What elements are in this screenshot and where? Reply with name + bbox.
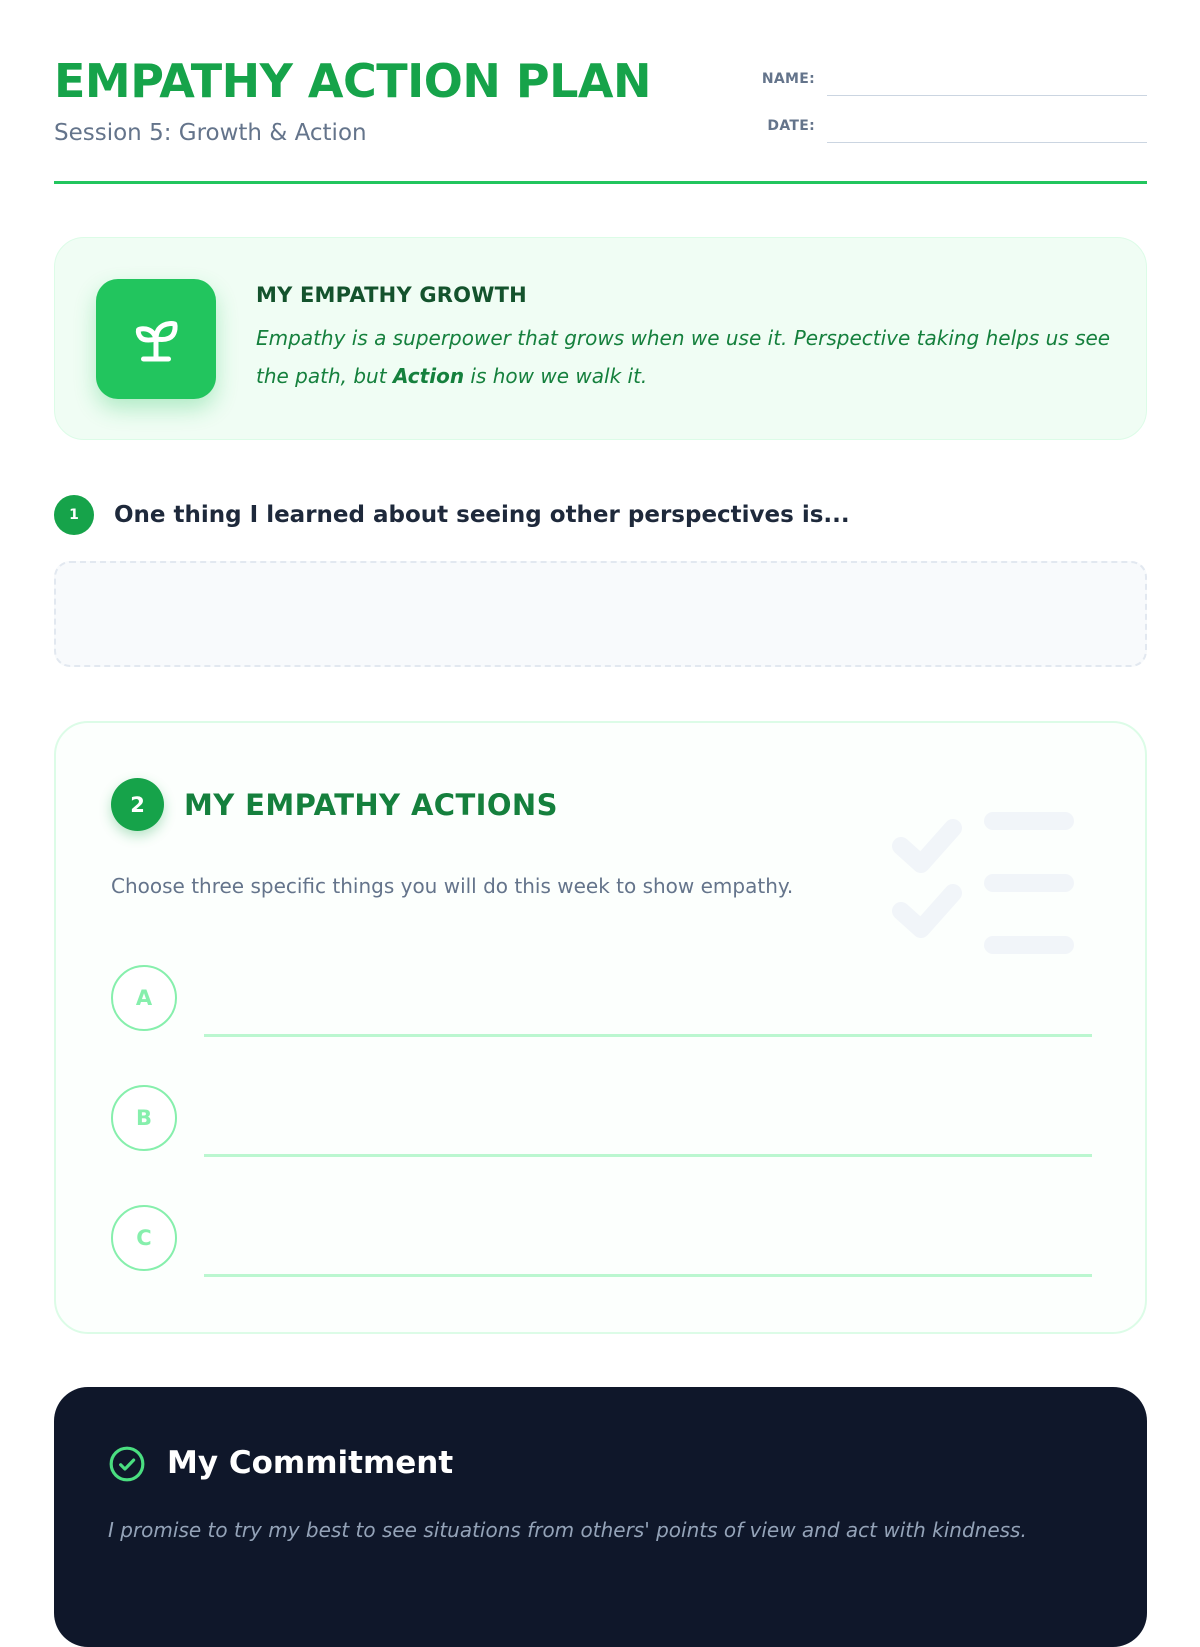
section-1-prompt: One thing I learned about seeing other perspectives is...	[114, 502, 850, 528]
name-field[interactable]	[827, 95, 1147, 96]
action-b-marker: B	[111, 1085, 177, 1151]
checklist-icon	[891, 806, 1081, 960]
growth-text: Empathy is a superpower that grows when we use it. Perspective taking helps us see the path, but Action is how we walk it.	[256, 326, 1111, 388]
actions-description: Choose three specific things you will do this week to show empathy.	[111, 874, 794, 898]
section-2-badge: 2	[111, 778, 164, 831]
action-b-line[interactable]	[204, 1154, 1092, 1157]
action-c-line[interactable]	[204, 1274, 1092, 1277]
sprout-icon	[96, 279, 216, 399]
section-1-answer-box[interactable]	[54, 561, 1147, 667]
commitment-text: I promise to try my best to see situations from others' points of view and act with kindness.	[108, 1518, 1027, 1542]
name-label: NAME:	[761, 71, 815, 87]
commitment-title: My Commitment	[167, 1445, 454, 1481]
section-1-badge: 1	[54, 495, 94, 535]
date-label: DATE:	[767, 118, 815, 134]
date-field[interactable]	[827, 142, 1147, 143]
growth-title: MY EMPATHY GROWTH	[256, 283, 527, 307]
actions-title: MY EMPATHY ACTIONS	[184, 788, 558, 822]
action-a-marker: A	[111, 965, 177, 1031]
page-subtitle: Session 5: Growth & Action	[54, 120, 367, 146]
action-c-marker: C	[111, 1205, 177, 1271]
growth-emphasis: Action	[392, 364, 465, 388]
header-divider	[54, 181, 1147, 184]
check-circle-icon	[108, 1445, 146, 1487]
page-title: EMPATHY ACTION PLAN	[54, 54, 652, 108]
action-a-line[interactable]	[204, 1034, 1092, 1037]
